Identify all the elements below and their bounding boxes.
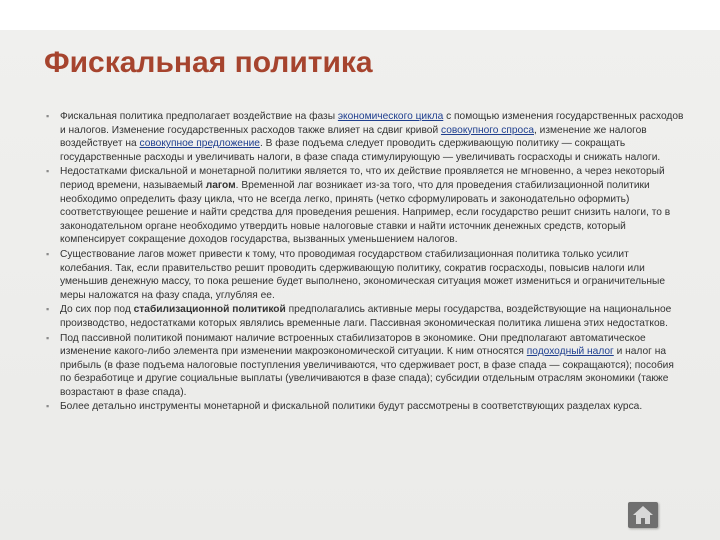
bullet-text: Под пассивной политикой понимают наличие встроенных стабилизаторов в экономике. Они предполагают автоматическое изменение какого-либо элемента при изменении макроэкономической ситуации. К ним относятся	[60, 332, 646, 358]
bullet-text: Существование лагов может привести к тому, что проводимая государством стабилизационная политика только усилит колебания. Так, если правительство решит проводить сдерживающую политику, сократив госрасходы, повысив налоги или уменьшив денежную массу, то пока решение будет выполнено, экономическая ситуация может измениться и ограничительные меры наложатся на фазу спада, углубляя ее.	[60, 248, 665, 301]
home-icon	[628, 502, 658, 528]
bullet-item	[44, 400, 684, 414]
bullet-marker: ▪	[46, 332, 50, 343]
bullet-text: . Временной лаг возникает из-за того, что для проведения стабилизационной политики необходимо определить фазу цикла, что не всегда легко, принять (четко сформулировать и законодательно оформить) соответствующее решение и найти средства для проведения решения. Например, если государство решит снизить налоги, то в законодательном органе необходимо утвердить новые налоговые ставки и найти источник денежных средств, который компенсирует сокращение доходов государства, вызванных уменьшением налогов.	[60, 179, 671, 246]
bullet-text: . В фазе подъема следует проводить сдерживающую политику — сокращать государственные расходы и увеличивать налоги, в фазе спада стимулирующую — увеличивать госрасходы и снижать налоги.	[60, 138, 661, 163]
link-economic-cycle[interactable]: экономического цикла	[337, 111, 444, 122]
top-band	[0, 0, 720, 30]
link-aggregate-demand[interactable]: совокупного спроса	[440, 124, 534, 136]
bullet-item	[44, 303, 684, 330]
bullet-text: , изменение же налогов воздействует на	[60, 124, 647, 150]
bullet-marker: ▪	[46, 166, 50, 177]
bullet-marker: ▪	[46, 111, 50, 121]
bullet-marker: ▪	[46, 304, 50, 315]
bullet-marker: ▪	[46, 401, 50, 412]
bullet-item	[44, 248, 684, 302]
home-button[interactable]	[628, 502, 658, 528]
bullet-item	[44, 110, 684, 164]
bullet-text: с помощью изменения государственных расходов и налогов. Изменение государственных расходов также влияет на сдвиг кривой	[60, 111, 684, 136]
bullet-text: Более детально инструменты монетарной и фискальной политики будут рассмотрены в соответствующих разделах курса.	[60, 401, 643, 413]
link-aggregate-supply[interactable]: совокупное предложение	[139, 138, 260, 150]
slide-title: Фискальная политика	[44, 46, 373, 79]
bullet-text: Недостатками фискальной и монетарной политики является то, что их действие проявляется не мгновенно, а через некоторый период времени, называемый	[60, 166, 665, 191]
bullet-text: и налог на прибыль (в фазе подъема налоговые поступления увеличиваются, что сдерживает рост, в фазе спада — сокращаются); пособия по безработице и другие социальные выплаты (увеличиваются в фазе спада); субсидии отдельным отраслям экономики (также возрастают в фазе спада).	[60, 346, 674, 398]
bullet-list	[44, 110, 684, 414]
bullet-marker: ▪	[46, 248, 50, 259]
bold-term-lag: лагом	[205, 179, 236, 191]
bullet-text: Фискальная политика предполагает воздействие на фазы	[60, 111, 338, 122]
bullet-item	[44, 165, 684, 247]
bullet-text: До сих пор под	[60, 304, 134, 316]
bullet-text: предполагались активные меры государства, воздействующие на национальное производство, недостатками которых являлись временные лаги. Пассивная экономическая политика лишена этих недостатков.	[60, 304, 672, 329]
bold-term-stabilization-policy: стабилизационной политикой	[133, 304, 286, 316]
bullet-item	[44, 332, 684, 400]
link-income-tax[interactable]: подоходный налог	[526, 346, 614, 358]
slide-content	[44, 110, 684, 415]
